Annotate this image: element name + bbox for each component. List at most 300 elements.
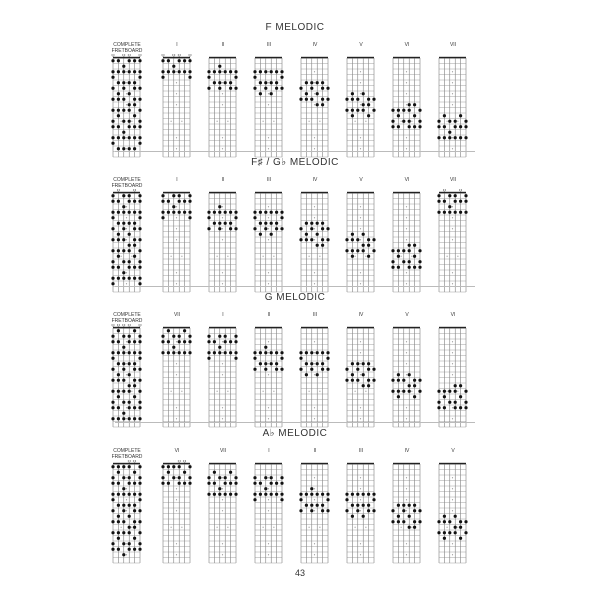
fret-marker xyxy=(452,488,453,489)
diagram-label: COMPLETE FRETBOARD xyxy=(111,42,143,54)
note-dot xyxy=(117,211,120,214)
note-dot xyxy=(448,194,451,197)
note-dot xyxy=(437,194,440,197)
note-dot xyxy=(138,120,141,123)
note-dot xyxy=(167,70,170,73)
fret-marker xyxy=(126,217,127,218)
fret-marker xyxy=(131,527,132,528)
note-dot xyxy=(397,373,400,376)
note-dot xyxy=(362,362,365,365)
note-dot xyxy=(122,260,125,263)
note-dot xyxy=(437,531,440,534)
fretboard-diagram xyxy=(298,460,332,567)
fretboard-diagram xyxy=(110,324,144,431)
nut xyxy=(255,463,282,465)
note-dot xyxy=(138,401,141,404)
note-dot xyxy=(356,249,359,252)
fret-marker xyxy=(314,477,315,478)
fret-marker xyxy=(273,121,274,122)
note-dot xyxy=(321,504,324,507)
note-dot xyxy=(253,76,256,79)
note-dot xyxy=(172,194,175,197)
diagram-label: VI xyxy=(174,448,180,454)
note-dot xyxy=(397,504,400,507)
note-dot xyxy=(133,222,136,225)
note-dot xyxy=(117,531,120,534)
note-dot xyxy=(316,504,319,507)
note-dot xyxy=(253,351,256,354)
fret-marker xyxy=(406,283,407,284)
note-dot xyxy=(128,401,131,404)
note-dot xyxy=(413,103,416,106)
fret-marker xyxy=(268,477,269,478)
fretboard-diagram xyxy=(110,460,144,567)
note-dot xyxy=(253,227,256,230)
nut xyxy=(393,192,420,194)
diagram-label: V xyxy=(359,42,363,48)
note-dot xyxy=(316,351,319,354)
note-dot xyxy=(345,379,348,382)
note-dot xyxy=(397,249,400,252)
note-dot xyxy=(128,340,131,343)
note-dot xyxy=(367,244,370,247)
note-dot xyxy=(128,244,131,247)
fret-marker xyxy=(319,527,320,528)
note-dot xyxy=(224,340,227,343)
note-dot xyxy=(128,222,131,225)
fret-marker xyxy=(222,82,223,83)
fret-marker xyxy=(447,121,448,122)
note-dot xyxy=(351,379,354,382)
note-dot xyxy=(367,504,370,507)
position-diagram xyxy=(390,312,424,431)
fret-marker xyxy=(401,256,402,257)
fret-marker xyxy=(176,488,177,489)
fret-marker xyxy=(360,239,361,240)
note-dot xyxy=(111,542,114,545)
note-dot xyxy=(229,81,232,84)
note-dot xyxy=(275,362,278,365)
note-dot xyxy=(280,216,283,219)
nut xyxy=(255,57,282,59)
note-dot xyxy=(218,222,221,225)
fret-marker xyxy=(176,148,177,149)
position-diagram xyxy=(436,177,470,296)
note-dot xyxy=(207,216,210,219)
note-dot xyxy=(138,98,141,101)
position-diagram xyxy=(436,42,470,161)
note-dot xyxy=(117,493,120,496)
fret-marker xyxy=(319,121,320,122)
note-dot xyxy=(133,238,136,241)
note-dot xyxy=(299,368,302,371)
note-dot xyxy=(122,553,125,556)
note-dot xyxy=(443,515,446,518)
note-dot xyxy=(128,373,131,376)
fret-marker xyxy=(406,82,407,83)
note-dot xyxy=(138,216,141,219)
note-dot xyxy=(459,520,462,523)
fret-marker xyxy=(314,104,315,105)
note-dot xyxy=(122,476,125,479)
note-dot xyxy=(178,351,181,354)
note-dot xyxy=(270,476,273,479)
note-dot xyxy=(408,266,411,269)
note-dot xyxy=(128,417,131,420)
nut xyxy=(209,463,236,465)
note-dot xyxy=(356,368,359,371)
note-dot xyxy=(270,211,273,214)
fret-marker xyxy=(126,499,127,500)
note-dot xyxy=(167,465,170,468)
fret-marker xyxy=(314,363,315,364)
note-dot xyxy=(229,351,232,354)
note-dot xyxy=(264,222,267,225)
note-dot xyxy=(345,493,348,496)
note-dot xyxy=(117,520,120,523)
note-dot xyxy=(128,70,131,73)
fret-marker xyxy=(360,499,361,500)
note-dot xyxy=(188,476,191,479)
fret-marker xyxy=(268,407,269,408)
note-dot xyxy=(138,227,141,230)
nut xyxy=(301,192,328,194)
fret-marker xyxy=(360,283,361,284)
note-dot xyxy=(454,401,457,404)
position-diagram xyxy=(160,177,194,296)
note-dot xyxy=(437,406,440,409)
note-dot xyxy=(367,362,370,365)
note-dot xyxy=(437,125,440,128)
note-dot xyxy=(161,216,164,219)
note-dot xyxy=(299,509,302,512)
fret-marker xyxy=(268,206,269,207)
note-dot xyxy=(117,255,120,258)
note-dot xyxy=(253,476,256,479)
fret-marker xyxy=(360,82,361,83)
fret-marker xyxy=(360,104,361,105)
fret-marker xyxy=(217,527,218,528)
position-diagram xyxy=(298,177,332,296)
fret-marker xyxy=(268,543,269,544)
note-dot xyxy=(167,351,170,354)
note-dot xyxy=(326,357,329,360)
fret-marker xyxy=(447,527,448,528)
note-dot xyxy=(408,384,411,387)
note-dot xyxy=(188,59,191,62)
note-dot xyxy=(321,362,324,365)
fret-marker xyxy=(360,341,361,342)
note-dot xyxy=(122,417,125,420)
fret-marker xyxy=(268,104,269,105)
note-dot xyxy=(111,498,114,501)
note-dot xyxy=(207,211,210,214)
fret-marker xyxy=(217,256,218,257)
diagram-label: I xyxy=(268,448,270,454)
note-dot xyxy=(459,526,462,529)
note-dot xyxy=(310,493,313,496)
scale-section xyxy=(110,428,480,558)
note-dot xyxy=(443,125,446,128)
fret-marker xyxy=(121,391,122,392)
note-dot xyxy=(138,200,141,203)
fret-marker xyxy=(452,352,453,353)
note-dot xyxy=(122,98,125,101)
note-dot xyxy=(122,227,125,230)
note-dot xyxy=(443,211,446,214)
fret-marker xyxy=(227,527,228,528)
note-dot xyxy=(218,87,221,90)
note-dot xyxy=(326,368,329,371)
note-dot xyxy=(117,465,120,468)
note-dot xyxy=(437,211,440,214)
fret-marker xyxy=(411,256,412,257)
fret-marker xyxy=(176,374,177,375)
diagram-label: IV xyxy=(358,312,364,318)
fret-marker xyxy=(222,71,223,72)
note-dot xyxy=(443,520,446,523)
note-dot xyxy=(117,70,120,73)
note-dot xyxy=(128,211,131,214)
note-dot xyxy=(161,194,164,197)
note-dot xyxy=(111,87,114,90)
diagram-label: VI xyxy=(450,312,456,318)
fretboard-diagram xyxy=(436,324,470,431)
note-dot xyxy=(316,244,319,247)
fret-marker xyxy=(406,341,407,342)
note-dot xyxy=(138,379,141,382)
fret-marker xyxy=(360,543,361,544)
fret-marker xyxy=(222,341,223,342)
note-dot xyxy=(111,390,114,393)
note-dot xyxy=(437,200,440,203)
note-dot xyxy=(310,362,313,365)
note-dot xyxy=(133,368,136,371)
fret-marker xyxy=(314,543,315,544)
note-dot xyxy=(321,493,324,496)
fretboard-diagram xyxy=(390,189,424,296)
note-dot xyxy=(316,493,319,496)
note-dot xyxy=(188,76,191,79)
fret-marker xyxy=(176,206,177,207)
note-dot xyxy=(418,249,421,252)
fret-marker xyxy=(171,527,172,528)
fretboard-diagram xyxy=(436,189,470,296)
note-dot xyxy=(351,493,354,496)
note-dot xyxy=(122,351,125,354)
note-dot xyxy=(111,70,114,73)
note-dot xyxy=(305,92,308,95)
note-dot xyxy=(128,390,131,393)
diagram-label: VII xyxy=(173,312,181,318)
note-dot xyxy=(351,238,354,241)
fret-marker xyxy=(176,239,177,240)
note-dot xyxy=(362,384,365,387)
note-dot xyxy=(280,493,283,496)
note-dot xyxy=(280,482,283,485)
fret-marker xyxy=(263,527,264,528)
note-dot xyxy=(111,335,114,338)
note-dot xyxy=(138,493,141,496)
note-dot xyxy=(229,222,232,225)
fret-marker xyxy=(447,256,448,257)
note-dot xyxy=(305,81,308,84)
fret-marker xyxy=(314,488,315,489)
note-dot xyxy=(310,98,313,101)
complete-fretboard xyxy=(110,312,144,431)
note-dot xyxy=(305,493,308,496)
note-dot xyxy=(128,531,131,534)
fret-marker xyxy=(126,418,127,419)
note-dot xyxy=(234,357,237,360)
fret-marker xyxy=(309,391,310,392)
note-dot xyxy=(264,346,267,349)
fret-marker xyxy=(121,527,122,528)
note-dot xyxy=(117,379,120,382)
fret-marker xyxy=(360,228,361,229)
note-dot xyxy=(402,379,405,382)
fretboard-diagram xyxy=(298,324,332,431)
diagram-label: VII xyxy=(449,42,457,48)
note-dot xyxy=(305,504,308,507)
fret-marker xyxy=(263,121,264,122)
note-dot xyxy=(391,379,394,382)
note-dot xyxy=(270,70,273,73)
note-dot xyxy=(207,340,210,343)
fret-marker xyxy=(406,374,407,375)
note-dot xyxy=(326,227,329,230)
fret-marker xyxy=(452,71,453,72)
fret-marker xyxy=(268,148,269,149)
fret-marker xyxy=(126,510,127,511)
note-dot xyxy=(207,493,210,496)
note-dot xyxy=(264,211,267,214)
note-dot xyxy=(133,351,136,354)
note-dot xyxy=(133,493,136,496)
note-dot xyxy=(448,520,451,523)
note-dot xyxy=(418,520,421,523)
fretboard-diagram xyxy=(206,324,240,431)
note-dot xyxy=(280,70,283,73)
note-dot xyxy=(138,465,141,468)
note-dot xyxy=(213,471,216,474)
note-dot xyxy=(326,509,329,512)
note-dot xyxy=(270,493,273,496)
note-dot xyxy=(437,136,440,139)
diagram-label: VI xyxy=(404,177,410,183)
note-dot xyxy=(454,515,457,518)
open-string-note xyxy=(173,54,175,56)
note-dot xyxy=(280,368,283,371)
note-dot xyxy=(133,395,136,398)
fret-marker xyxy=(452,206,453,207)
note-dot xyxy=(321,222,324,225)
note-dot xyxy=(122,222,125,225)
note-dot xyxy=(418,260,421,263)
position-diagram xyxy=(206,448,240,567)
open-string-note xyxy=(117,324,119,326)
note-dot xyxy=(413,526,416,529)
note-dot xyxy=(275,227,278,230)
note-dot xyxy=(270,351,273,354)
nut xyxy=(113,192,140,194)
fret-marker xyxy=(222,239,223,240)
nut xyxy=(301,327,328,329)
nut xyxy=(163,463,190,465)
note-dot xyxy=(275,211,278,214)
note-dot xyxy=(178,482,181,485)
diagram-label: II xyxy=(313,448,317,454)
open-string-note xyxy=(128,324,130,326)
note-dot xyxy=(218,70,221,73)
fret-marker xyxy=(406,93,407,94)
note-dot xyxy=(138,211,141,214)
open-string-note xyxy=(133,189,135,191)
fret-marker xyxy=(176,543,177,544)
fret-marker xyxy=(126,543,127,544)
note-dot xyxy=(133,103,136,106)
note-dot xyxy=(133,266,136,269)
fret-marker xyxy=(457,121,458,122)
fretboard-diagram xyxy=(344,460,378,567)
note-dot xyxy=(275,351,278,354)
diagram-label: VII xyxy=(219,448,227,454)
note-dot xyxy=(213,351,216,354)
nut xyxy=(163,327,190,329)
note-dot xyxy=(128,335,131,338)
note-dot xyxy=(207,357,210,360)
note-dot xyxy=(351,362,354,365)
fret-marker xyxy=(268,137,269,138)
fret-marker xyxy=(452,499,453,500)
fret-marker xyxy=(452,228,453,229)
fret-marker xyxy=(126,82,127,83)
fret-marker xyxy=(268,352,269,353)
note-dot xyxy=(448,205,451,208)
note-dot xyxy=(133,340,136,343)
fret-marker xyxy=(355,256,356,257)
note-dot xyxy=(454,211,457,214)
note-dot xyxy=(161,476,164,479)
note-dot xyxy=(122,379,125,382)
fret-marker xyxy=(222,543,223,544)
note-dot xyxy=(372,368,375,371)
note-dot xyxy=(117,395,120,398)
fret-marker xyxy=(360,488,361,489)
note-dot xyxy=(372,109,375,112)
note-dot xyxy=(356,238,359,241)
note-dot xyxy=(397,255,400,258)
note-dot xyxy=(316,103,319,106)
fret-marker xyxy=(406,104,407,105)
note-dot xyxy=(133,244,136,247)
fret-marker xyxy=(314,71,315,72)
fretboard-diagram xyxy=(298,189,332,296)
note-dot xyxy=(133,384,136,387)
note-dot xyxy=(224,482,227,485)
note-dot xyxy=(253,498,256,501)
note-dot xyxy=(234,476,237,479)
fret-marker xyxy=(222,228,223,229)
note-dot xyxy=(117,136,120,139)
note-dot xyxy=(356,379,359,382)
fret-marker xyxy=(176,510,177,511)
note-dot xyxy=(188,200,191,203)
nut xyxy=(439,192,466,194)
note-dot xyxy=(413,395,416,398)
note-dot xyxy=(138,87,141,90)
note-dot xyxy=(397,520,400,523)
